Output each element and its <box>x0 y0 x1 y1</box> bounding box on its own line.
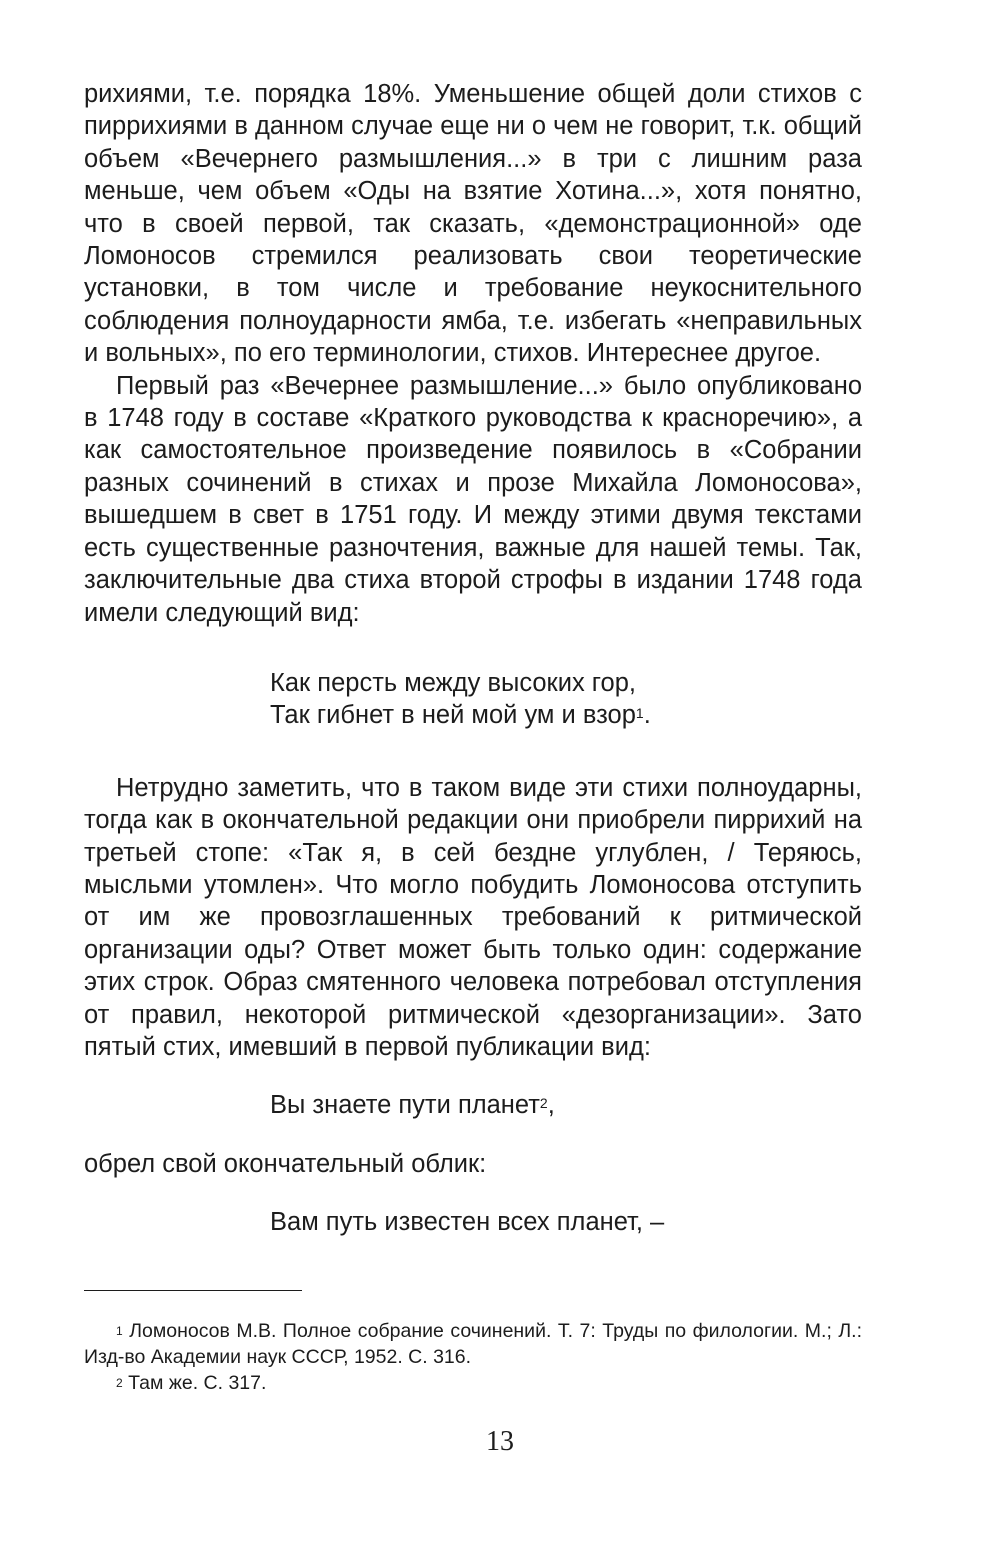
verse-quote-2 <box>84 1089 862 1121</box>
verse-line <box>270 699 862 731</box>
page-body <box>84 78 862 1239</box>
footnote-mark: 1 <box>635 705 644 722</box>
verse-line-text: Так гибнет в ней мой ум и взор <box>270 701 636 730</box>
paragraph-3: Нетрудно заметить, что в таком виде эти стихи полноударны, тогда как в окончательной редакции они приобрели пиррихий на третьей стопе: «Так я, в сей бездне углублен, / Теряюсь, мысльми утомлен». Что могло побудить Ломоносова отступить от им же провозглашенных требований к ритмической организации оды? Ответ может быть только один: содержание этих строк. Образ смятенного человека потребовал отступления от правил, некоторой ритмической «дезорганизации». Зато пятый стих, имевший в первой публикации вид: <box>84 773 862 1061</box>
footnote-divider <box>84 1290 302 1291</box>
page-number: 13 <box>486 1426 514 1457</box>
verse-line <box>270 1089 862 1121</box>
paragraph-4: обрел свой окончательный облик: <box>84 1149 487 1178</box>
footnote-mark: 1 <box>116 1324 123 1338</box>
footnotes <box>84 1318 862 1396</box>
footnote-2 <box>84 1370 862 1396</box>
footnote-1 <box>84 1318 862 1370</box>
footnote-text: Ломоносов М.В. Полное собрание сочинений. Т. 7: Труды по филологии. М.; Л.: Изд-во Академии наук СССР, 1952. С. 316. <box>84 1320 862 1368</box>
footnote-mark: 2 <box>116 1376 123 1390</box>
verse-quote-3 <box>84 1206 862 1238</box>
verse-line: Вам путь известен всех планет, – <box>270 1208 665 1237</box>
verse-line-text: Вы знаете пути планет <box>270 1091 540 1120</box>
verse-line-punct: , <box>547 1091 555 1120</box>
footnote-text: Там же. С. 317. <box>128 1372 267 1394</box>
paragraph-1: рихиями, т.е. порядка 18%. Уменьшение общей доли стихов с пиррихиями в данном случае еще ни о чем не говорит, т.к. общий объем «Вечернего размышления...» в три с лишним раза меньше, чем объем «Оды на взятие Хотина...», хотя понятно, что в своей первой, так сказать, «демонстрационной» оде Ломоносов стремился реализовать свои теоретические установки, в том числе и требование неукоснительного соблюдения полноударности ямба, т.е. избегать «неправильных и вольных», по его терминологии, стихов. Интереснее другое. <box>84 80 862 368</box>
verse-line-punct: . <box>643 701 651 730</box>
verse-line: Как персть между высоких гор, <box>270 668 636 697</box>
footnote-mark: 2 <box>539 1095 548 1112</box>
paragraph-2: Первый раз «Вечернее размышление...» было опубликовано в 1748 году в составе «Краткого руководства к красноречию», а как самостоятельное произведение появилось в «Собрании разных сочинений в стихах и прозе Михайла Ломоносова», вышедшем в свет в 1751 году. И между этими двумя текстами есть существенные разночтения, важные для нашей темы. Так, заключительные два стиха второй строфы в издании 1748 года имели следующий вид: <box>84 371 862 627</box>
verse-quote-1 <box>84 667 862 732</box>
